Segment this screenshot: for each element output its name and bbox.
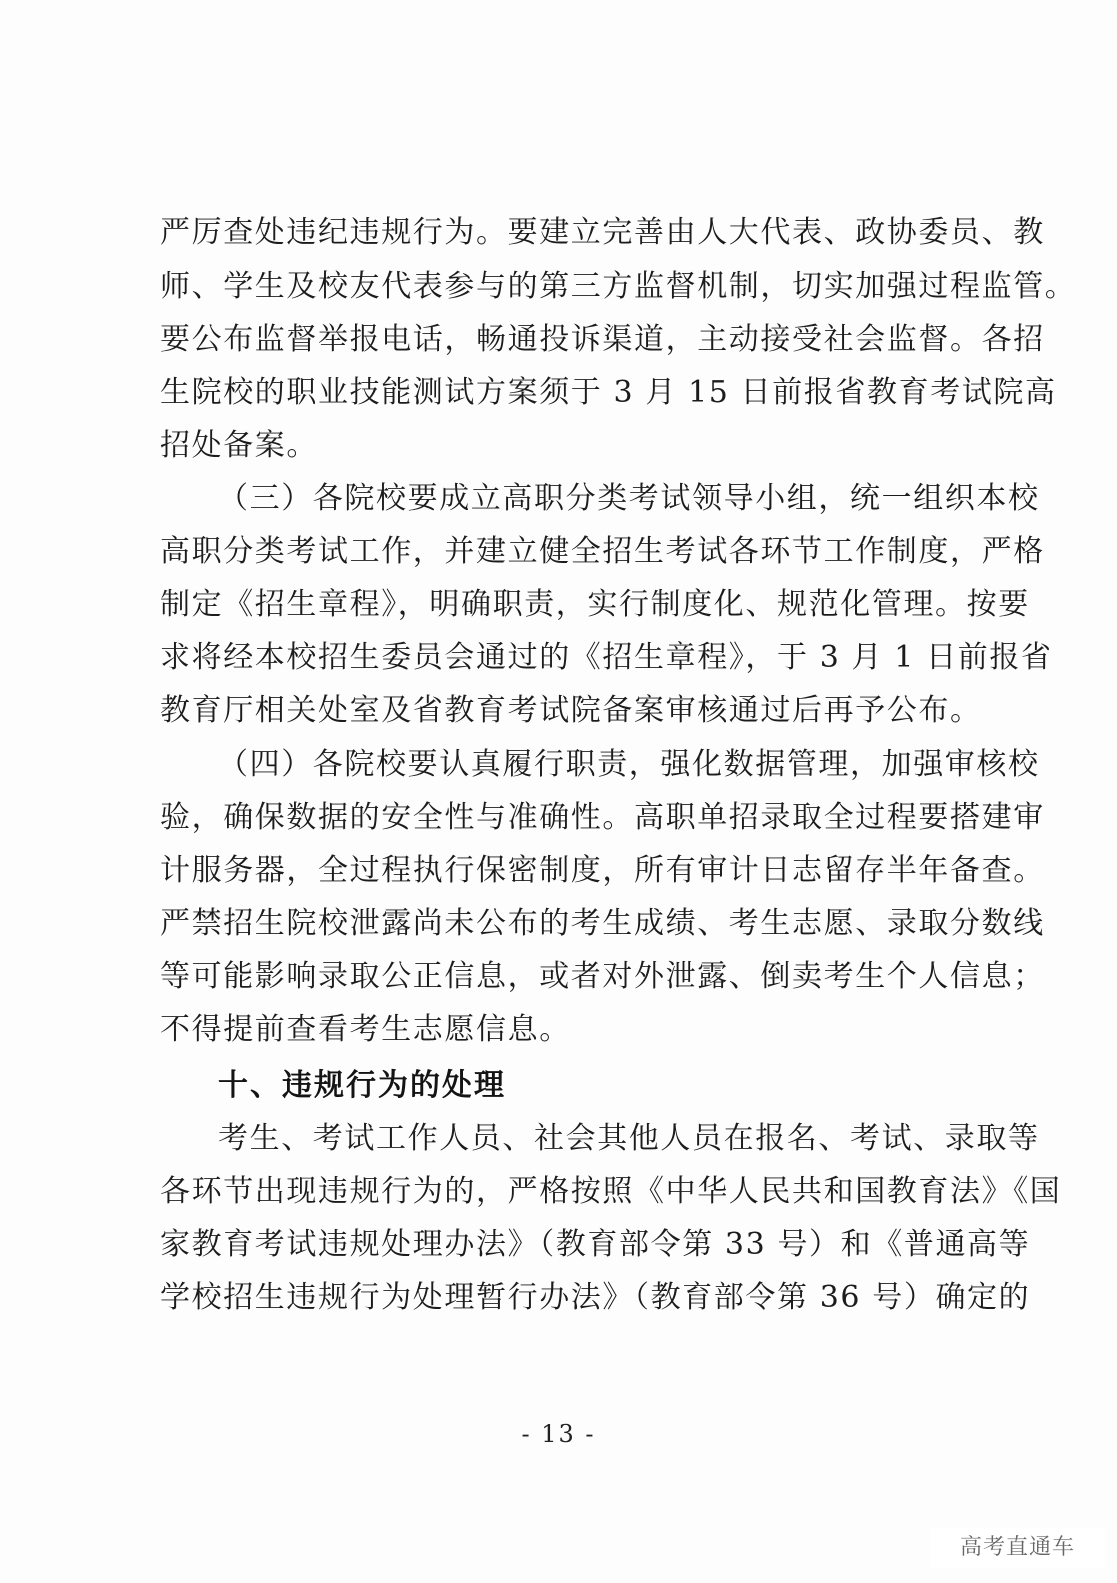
text-line: 家教育考试违规处理办法》（教育部令第 33 号）和《普通高等 (160, 1227, 1031, 1262)
paragraph-start-line: （三）各院校要成立高职分类考试领导小组，统一组织本校 (218, 481, 1040, 516)
text-line: 师、学生及校友代表参与的第三方监督机制，切实加强过程监管。 (160, 269, 1077, 304)
text-line: 各环节出现违规行为的，严格按照《中华人民共和国教育法》《国 (160, 1174, 1062, 1209)
text-line: 招处备案。 (160, 428, 318, 463)
text-line: 教育厅相关处室及省教育考试院备案审核通过后再予公布。 (160, 693, 982, 728)
text-line: 严禁招生院校泄露尚未公布的考生成绩、考生志愿、录取分数线 (160, 906, 1045, 941)
page-number: - 13 - (521, 1420, 596, 1448)
text-line: 等可能影响录取公正信息，或者对外泄露、倒卖考生个人信息； (160, 959, 1045, 994)
text-line: 验，确保数据的安全性与准确性。高职单招录取全过程要搭建审 (160, 800, 1045, 835)
text-line: 求将经本校招生委员会通过的《招生章程》，于 3 月 1 日前报省 (160, 640, 1053, 675)
paragraph-start-line: 考生、考试工作人员、社会其他人员在报名、考试、录取等 (218, 1121, 1040, 1156)
section-heading: 十、违规行为的处理 (218, 1068, 506, 1103)
text-line: 计服务器，全过程执行保密制度，所有审计日志留存半年备查。 (160, 853, 1045, 888)
watermark: 高考直通车 (930, 1528, 1105, 1568)
paragraph-start-line: （四）各院校要认真履行职责，强化数据管理，加强审核校 (218, 747, 1040, 782)
text-line: 高职分类考试工作，并建立健全招生考试各环节工作制度，严格 (160, 534, 1045, 569)
text-line: 学校招生违规行为处理暂行办法》（教育部令第 36 号）确定的 (160, 1280, 1031, 1315)
text-line: 生院校的职业技能测试方案须于 3 月 15 日前报省教育考试院高 (160, 375, 1057, 410)
text-line: 制定《招生章程》，明确职责，实行制度化、规范化管理。按要 (160, 587, 1030, 622)
text-line: 要公布监督举报电话，畅通投诉渠道，主动接受社会监督。各招 (160, 322, 1045, 357)
text-line: 不得提前查看考生志愿信息。 (160, 1012, 571, 1047)
text-line: 严厉查处违纪违规行为。要建立完善由人大代表、政协委员、教 (160, 215, 1045, 250)
